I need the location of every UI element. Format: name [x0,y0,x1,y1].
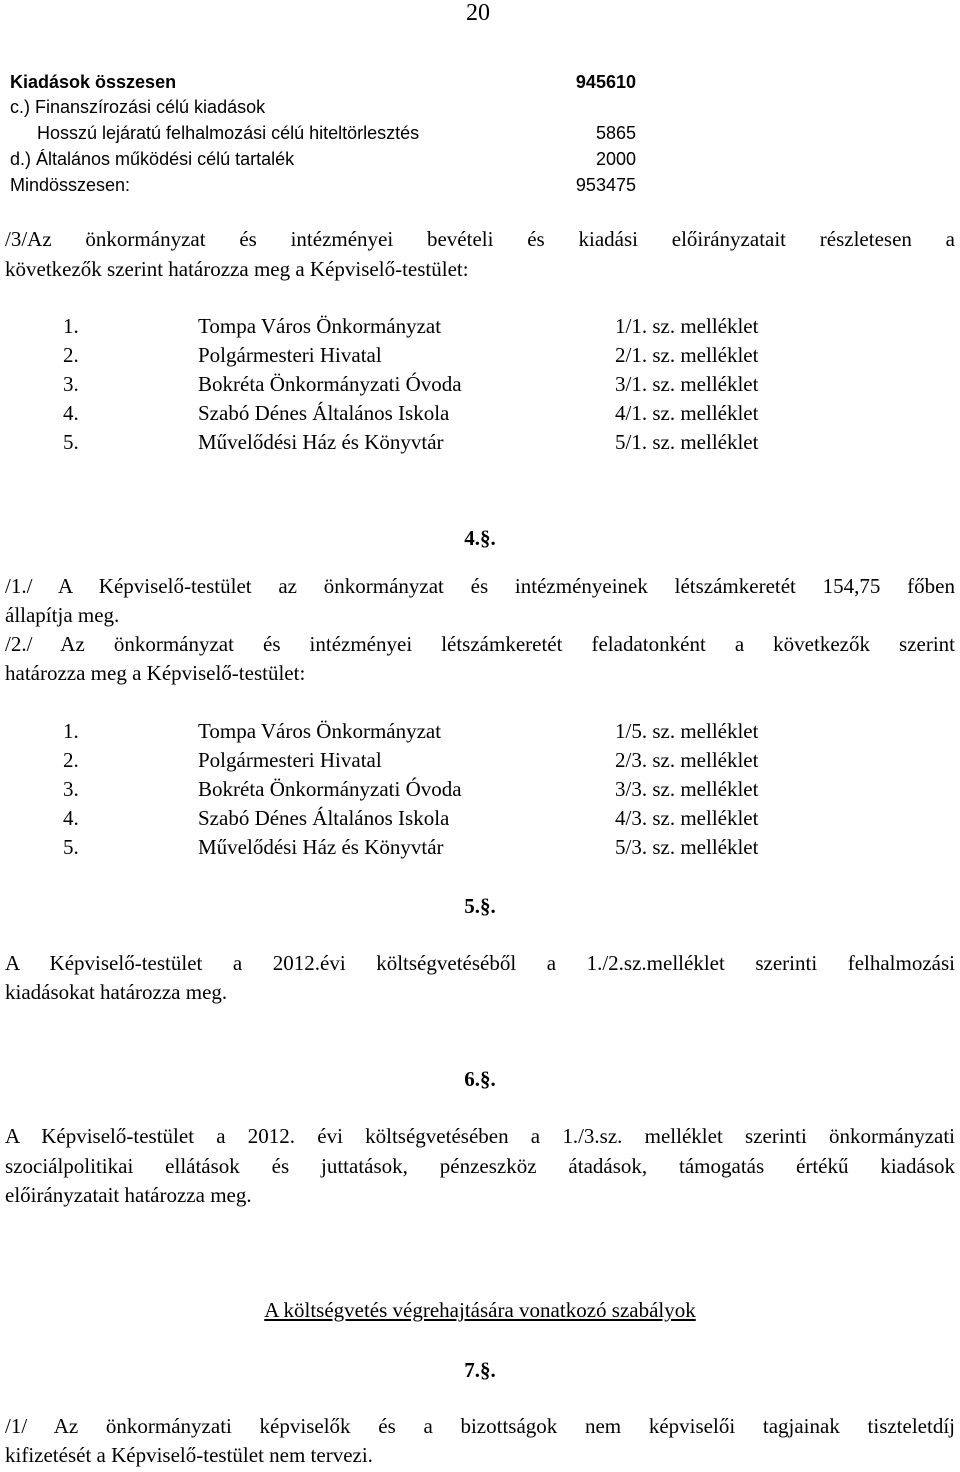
list-item-ref: 2/3. sz. melléklet [615,748,759,772]
rules-title-text: A költségvetés végrehajtására vonatkozó szabályok [264,1298,696,1322]
list-item [0,314,960,343]
para3-line2: következők szerint határozza meg a Képviselő-testület: [5,257,469,281]
list-item [0,430,960,459]
list-item-name: Művelődési Ház és Könyvtár [198,430,444,454]
list-item-number: 2. [63,748,79,772]
list-item-ref: 2/1. sz. melléklet [615,343,759,367]
list-item-name: Szabó Dénes Általános Iskola [198,401,450,425]
list-item-number: 3. [63,372,79,396]
list-item-number: 3. [63,777,79,801]
section-7-heading: 7.§. [464,1358,496,1382]
list-item-number: 5. [63,430,79,454]
list-item [0,401,960,430]
section-6-heading: 6.§. [464,1067,496,1091]
list-item-number: 1. [63,719,79,743]
list-item-ref: 3/1. sz. melléklet [615,372,759,396]
section-5-line1: A Képviselő-testület a 2012.évi költségvetéséből a 1./2.sz.melléklet szerinti felhalmozási [5,951,955,975]
section-4-p2-line1: /2./ Az önkormányzat és intézményei létszámkeretét feladatonként a következők szerint [5,632,955,656]
grand-total-value: 953475 [575,175,636,195]
section-4-heading: 4.§. [464,526,496,550]
list-item-ref: 5/3. sz. melléklet [615,835,759,859]
section-4-p1-line1: /1./ A Képviselő-testület az önkormányzat és intézményeinek létszámkeretét 154,75 főben [5,574,955,598]
section-6-line3: előirányzatait határozza meg. [5,1183,252,1207]
list-item-ref: 1/5. sz. melléklet [615,719,759,743]
expenses-total-label: Kiadások összesen [10,72,177,92]
list-item-name: Tompa Város Önkormányzat [198,314,442,338]
list-item-ref: 4/3. sz. melléklet [615,806,759,830]
list-item-number: 4. [63,401,79,425]
page-number: 20 [466,0,490,26]
list-item-ref: 1/1. sz. melléklet [615,314,759,338]
expenses-total-value: 945610 [575,72,636,92]
list-item-ref: 5/1. sz. melléklet [615,430,759,454]
financing-heading: c.) Finanszírozási célú kiadások [10,97,266,117]
list-item-name: Tompa Város Önkormányzat [198,719,442,743]
list-item [0,372,960,401]
list-item-name: Polgármesteri Hivatal [198,343,382,367]
list-item-number: 4. [63,806,79,830]
section-4-p1-line2: állapítja meg. [5,603,120,627]
list-item-ref: 4/1. sz. melléklet [615,401,759,425]
section-5-line2: kiadásokat határozza meg. [5,980,228,1004]
list-item-ref: 3/3. sz. melléklet [615,777,759,801]
loan-repayment-label: Hosszú lejáratú felhalmozási célú hiteltörlesztés [37,123,420,143]
section-4-p2-line2: határozza meg a Képviselő-testület: [5,661,306,685]
list-item-name: Bokréta Önkormányzati Óvoda [198,372,462,396]
list-item [0,806,960,835]
loan-repayment-value: 5865 [595,123,636,143]
list-item [0,719,960,748]
list-item [0,777,960,806]
list-item [0,343,960,372]
section-7-line2: kifizetését a Képviselő-testület nem tervezi. [5,1443,373,1467]
section-7-line1: /1/ Az önkormányzati képviselők és a bizottságok nem képviselői tagjainak tiszteletdíj [5,1414,955,1438]
reserve-value: 2000 [595,149,636,169]
para3-line1: /3/Az önkormányzat és intézményei bevételi és kiadási előirányzatait részletesen a [5,227,955,251]
list-item-name: Művelődési Ház és Könyvtár [198,835,444,859]
list-item-number: 2. [63,343,79,367]
list-item-name: Polgármesteri Hivatal [198,748,382,772]
reserve-label: d.) Általános működési célú tartalék [10,149,295,169]
list-item [0,835,960,864]
list-item [0,748,960,777]
rules-title [0,1298,960,1323]
section-5-heading: 5.§. [464,894,496,918]
list-item-number: 1. [63,314,79,338]
list-item-name: Bokréta Önkormányzati Óvoda [198,777,462,801]
list-item-number: 5. [63,835,79,859]
list-item-name: Szabó Dénes Általános Iskola [198,806,450,830]
section-6-line1: A Képviselő-testület a 2012. évi költségvetésében a 1./3.sz. melléklet szerinti önkormányzati [5,1124,955,1148]
section-6-line2: szociálpolitikai ellátások és juttatások, pénzeszköz átadások, támogatás értékű kiadások [5,1154,955,1178]
grand-total-label: Mindösszesen: [10,175,131,195]
